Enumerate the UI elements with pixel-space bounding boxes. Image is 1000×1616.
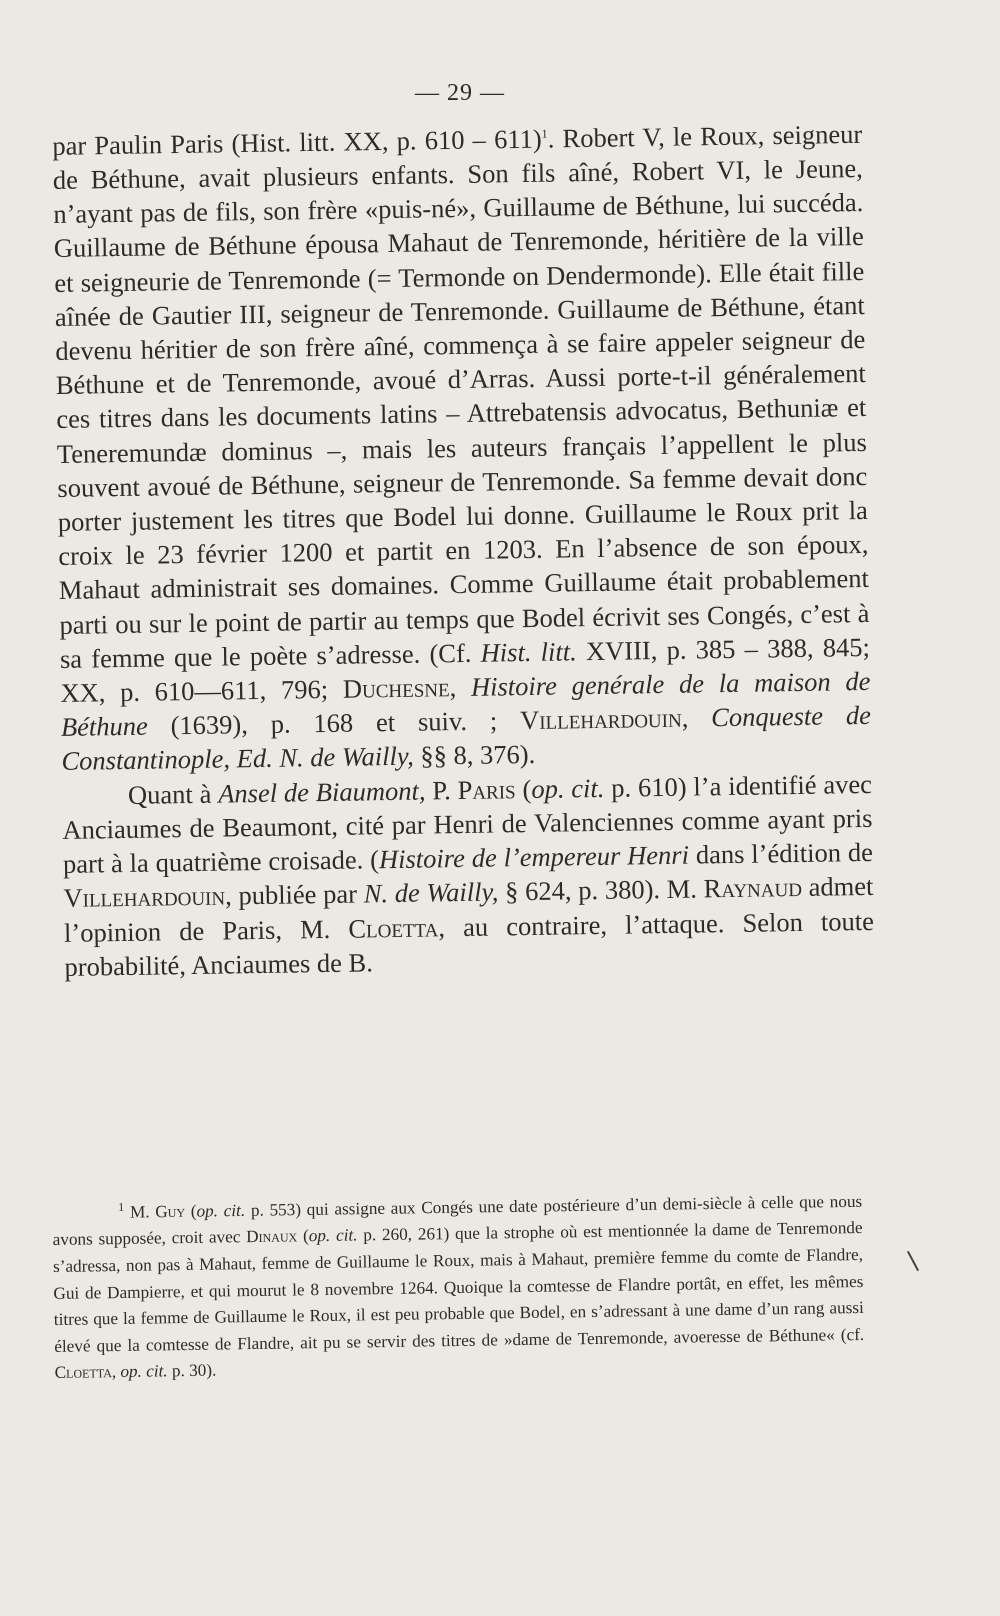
text-run: , — [111, 1362, 121, 1382]
text-run: par Paulin Paris (Hist. litt. XX, p. 610 – 611) — [52, 123, 542, 161]
pencil-mark — [907, 1251, 919, 1271]
author-name: Cloetta — [54, 1362, 112, 1383]
text-run: ( — [184, 1201, 197, 1221]
author-name: Paris — [457, 773, 516, 805]
author-name: Duchesne — [342, 672, 450, 704]
text-run: (1639), p. 168 et suiv. ; — [147, 705, 521, 741]
text-run: . Robert V, le Roux, seigneur de Béthune, avait plusieurs enfants. Son fils aîné, Robert VI, le Jeune, n’ayant pas de fils, son frère «puis-né», Guillaume de Béthune, lui succéda. Guillaume de Béthune épousa Mahaut de Tenremonde, héritière de la ville et seigneurie de Tenremonde (= Termonde on Dendermonde). Elle était fille aînée de Gautier III, seigneur de Tenremonde. Guillaume de Béthune, étant devenu héritier de son frère aîné, commença à se faire appeler seigneur de Béthune et de Tenremonde, avoué d’Arras. Aussi porte-t-il généralement ces titres dans les documents latins – Attrebatensis advocatus, Bethuniæ et Teneremundæ dominus –, mais les auteurs français l’appellent le plus souvent avoué de Béthune, seigneur de Tenremonde. Sa femme devait donc porter justement les titres que Bodel lui donne. Guillaume le Roux prit la croix le 23 février 1200 et partit en 1203. En l’absence de son époux, Mahaut administrait ses domaines. Comme Guillaume était probablement parti ou sur le point de partir au temps que Bodel écrivit ses Congés, c’est à sa femme que le poète s’adresse. (Cf. — [52, 118, 870, 674]
italic-run: op. cit. — [120, 1361, 168, 1382]
text-run: P. — [425, 774, 458, 806]
text-run: § 624, p. 380). M. — [498, 873, 704, 907]
italic-run: op. cit. — [531, 772, 605, 804]
text-run: , au contraire, l’attaque. Selon toute probabilité, Anciaumes de B. — [64, 905, 875, 982]
paragraph-1 — [52, 112, 872, 779]
text-run: M. — [124, 1202, 156, 1222]
footnote — [52, 1183, 865, 1387]
text-run: , publiée par — [224, 878, 364, 911]
text-run: XVIII, p. 385 – 388, 845; XX, p. 610—611, 796; — [60, 631, 871, 709]
italic-run: Histoire genérale de la maison de Béthune — [60, 666, 871, 743]
text-run: §§ 8, 376). — [413, 739, 536, 772]
footnote-paragraph — [52, 1183, 865, 1387]
italic-run: N. de Wailly, — [363, 876, 499, 909]
italic-run: Ansel de Biaumont, — [217, 775, 426, 809]
author-name: Villehardouin — [519, 703, 682, 736]
text-run: admet l’opinion de Paris, M. — [63, 871, 874, 948]
text-run: ( — [297, 1226, 309, 1246]
text-run: ( — [515, 773, 532, 804]
main-text — [52, 112, 875, 984]
text-run: Quant à — [127, 778, 219, 810]
paragraph-2 — [62, 767, 875, 984]
text-run: p. 260, 261) que la strophe où est mentionnée la dame de Tenremonde s’adressa, non pas à Mahaut, femme de Guillaume le Roux, mais à Mahaut, première femme du comte de Flandre, Gui de Dampierre, et qui mourut le 8 novembre 1264. Quoique la comtesse de Flandre portât, en effet, les mêmes titres que la femme de Guillaume le Roux, il est peu probable que Bodel, en s’adressant à une dame d’un rang aussi élevé que la comtesse de Flandre, ait pu se servir des titres de »dame de Tenremonde, avoeresse de Béthune« (cf. — [52, 1218, 865, 1356]
text-run: p. 30). — [167, 1360, 217, 1381]
footnote-reference: 1 — [541, 126, 548, 141]
author-name: Villehardouin — [63, 880, 226, 914]
italic-run: op. cit. — [308, 1225, 358, 1246]
author-name: Raynaud — [703, 872, 803, 904]
text-run: p. 553) qui assigne aux Congés une date postérieure d’un demi-siècle à celle que nous avons supposée, croit avec — [52, 1191, 863, 1250]
author-name: Dinaux — [246, 1226, 298, 1247]
page-number: — 29 — — [415, 80, 505, 106]
author-name: Guy — [155, 1201, 186, 1222]
text-run: dans l’édition de — [688, 836, 874, 870]
italic-run: Conqueste de Constantinople, Ed. N. de Wailly, — [61, 700, 872, 777]
italic-run: op. cit. — [196, 1200, 246, 1221]
text-run: p. 610) l’a identifié avec Anciaumes de Beaumont, cité par Henri de Valenciennes comme ayant pris part à la quatrième croisade. ( — [62, 768, 873, 880]
italic-run: Histoire de l’empereur Henri — [378, 839, 690, 875]
author-name: Cloetta — [348, 911, 439, 944]
italic-run: Hist. litt. — [480, 636, 577, 668]
footnote-marker: 1 — [118, 1199, 125, 1215]
text-run: , — [681, 702, 712, 734]
text-run: , — [449, 671, 472, 703]
